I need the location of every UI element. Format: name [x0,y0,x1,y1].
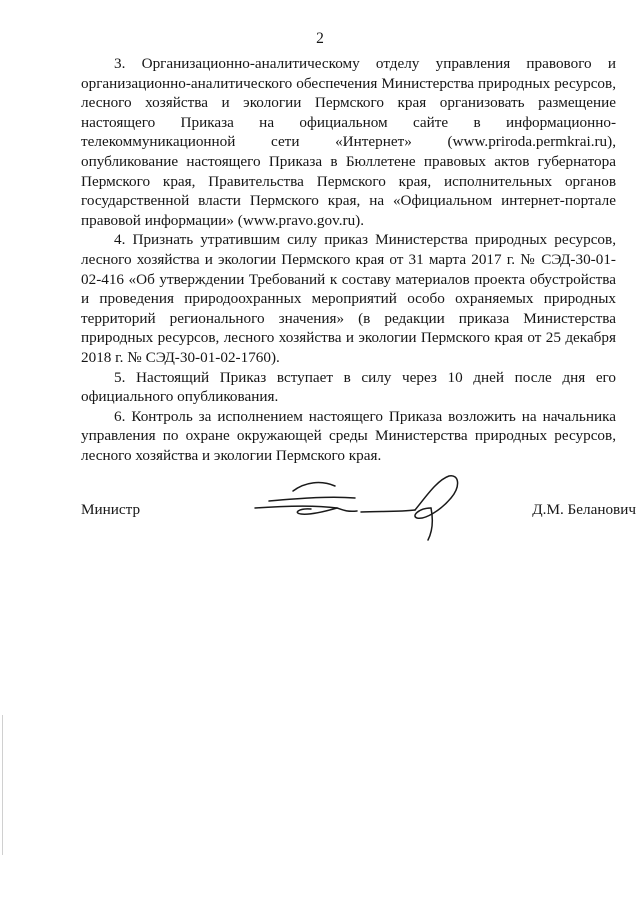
paragraph-3: 3. Организационно-аналитическому отделу управления правового и организационно-аналитического обеспечения Министерства природных ресурсов, лесного хозяйства и экологии Пермского края организовать размещение настоящего Приказа на официальном сайте в информационно-телекоммуникационной сети «Интернет» (www.priroda.permkrai.ru), опубликование настоящего Приказа в Бюллетене правовых актов губернатора Пермского края, Правительства Пермского края, исполнительных органов государственной власти Пермского края, на «Официальном интернет-портале правовой информации» (www.pravo.gov.ru). [81,55,616,229]
paragraph-6: 6. Контроль за исполнением настоящего Приказа возложить на начальника управления по охране окружающей среды Министерства природных ресурсов, лесного хозяйства и экологии Пермского края. [81,407,616,464]
signer-title: Министр [81,501,141,518]
signature-block [81,468,636,548]
page-number: 2 [316,30,324,47]
paragraph-4: 4. Признать утратившим силу приказ Министерства природных ресурсов, лесного хозяйства и экологии Пермского края от 31 марта 2017 г. № СЭД-30-01-02-416 «Об утверждении Требований к составу материалов проекта обустройства и проведения природоохранных мероприятий особо охраняемых природных территорий регионального значения» (в редакции приказа Министерства природных ресурсов, лесного хозяйства и экологии Пермского края от 25 декабря 2018 г. № СЭД-30-01-02-1760). [81,231,616,366]
document-body [81,54,616,465]
handwritten-signature [253,468,473,548]
paragraph-5: 5. Настоящий Приказ вступает в силу через 10 дней после дня его официального опубликования. [81,368,616,406]
scan-edge-line [2,715,3,855]
signer-name: Д.М. Беланович [532,501,636,518]
